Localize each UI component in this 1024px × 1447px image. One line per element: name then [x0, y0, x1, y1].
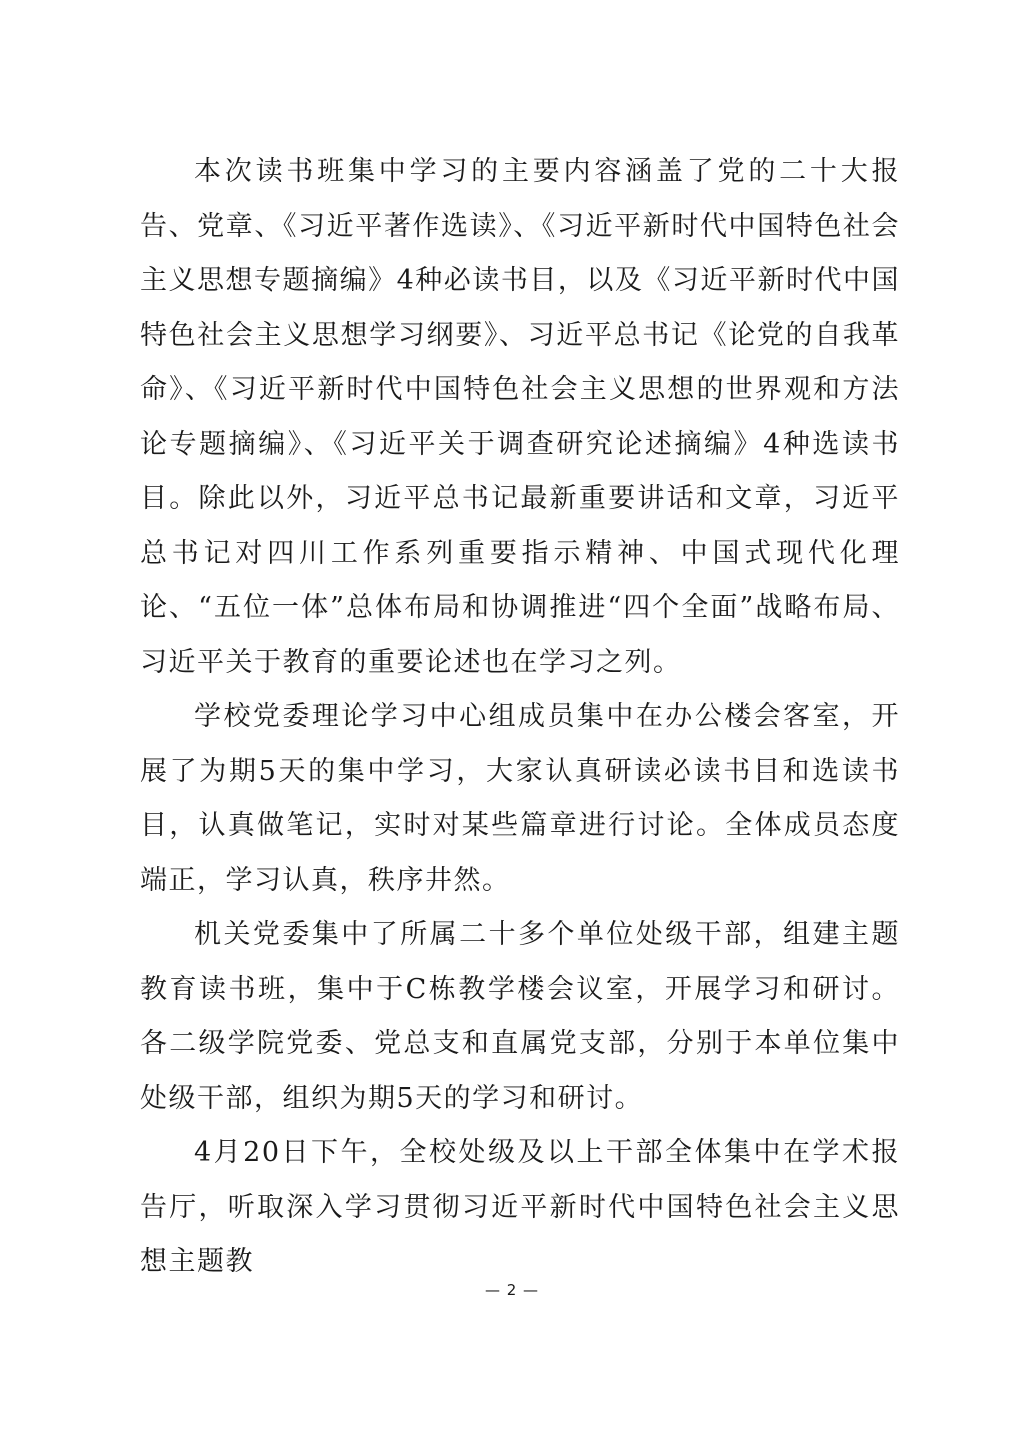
paragraph-april-20-report: 4月20日下午，全校处级及以上干部全体集中在学术报告厅，听取深入学习贯彻习近平新时代中国特色社会主义思想主题教: [140, 1137, 900, 1277]
document-body: [140, 145, 900, 1290]
page-number: — 2 —: [484, 1281, 540, 1299]
paragraph-organ-party-committee: 机关党委集中了所属二十多个单位处级干部，组建主题教育读书班，集中于C栋教学楼会议室，开展学习和研讨。各二级学院党委、党总支和直属党支部，分别于本单位集中处级干部，组织为期5天的学习和研讨。: [140, 919, 900, 1114]
paragraph-committee-study: 学校党委理论学习中心组成员集中在办公楼会客室，开展了为期5天的集中学习，大家认真研读必读书目和选读书目，认真做笔记，实时对某些篇章进行讨论。全体成员态度端正，学习认真，秩序井然。: [140, 701, 900, 896]
paragraph-reading-content: 本次读书班集中学习的主要内容涵盖了党的二十大报告、党章、《习近平著作选读》、《习近平新时代中国特色社会主义思想专题摘编》4种必读书目，以及《习近平新时代中国特色社会主义思想学习纲要》、习近平总书记《论党的自我革命》、《习近平新时代中国特色社会主义思想的世界观和方法论专题摘编》、《习近平关于调查研究论述摘编》4种选读书目。除此以外，习近平总书记最新重要讲话和文章，习近平总书记对四川工作系列重要指示精神、中国式现代化理论、“五位一体”总体布局和协调推进“四个全面”战略布局、习近平关于教育的重要论述也在学习之列。: [140, 156, 900, 678]
